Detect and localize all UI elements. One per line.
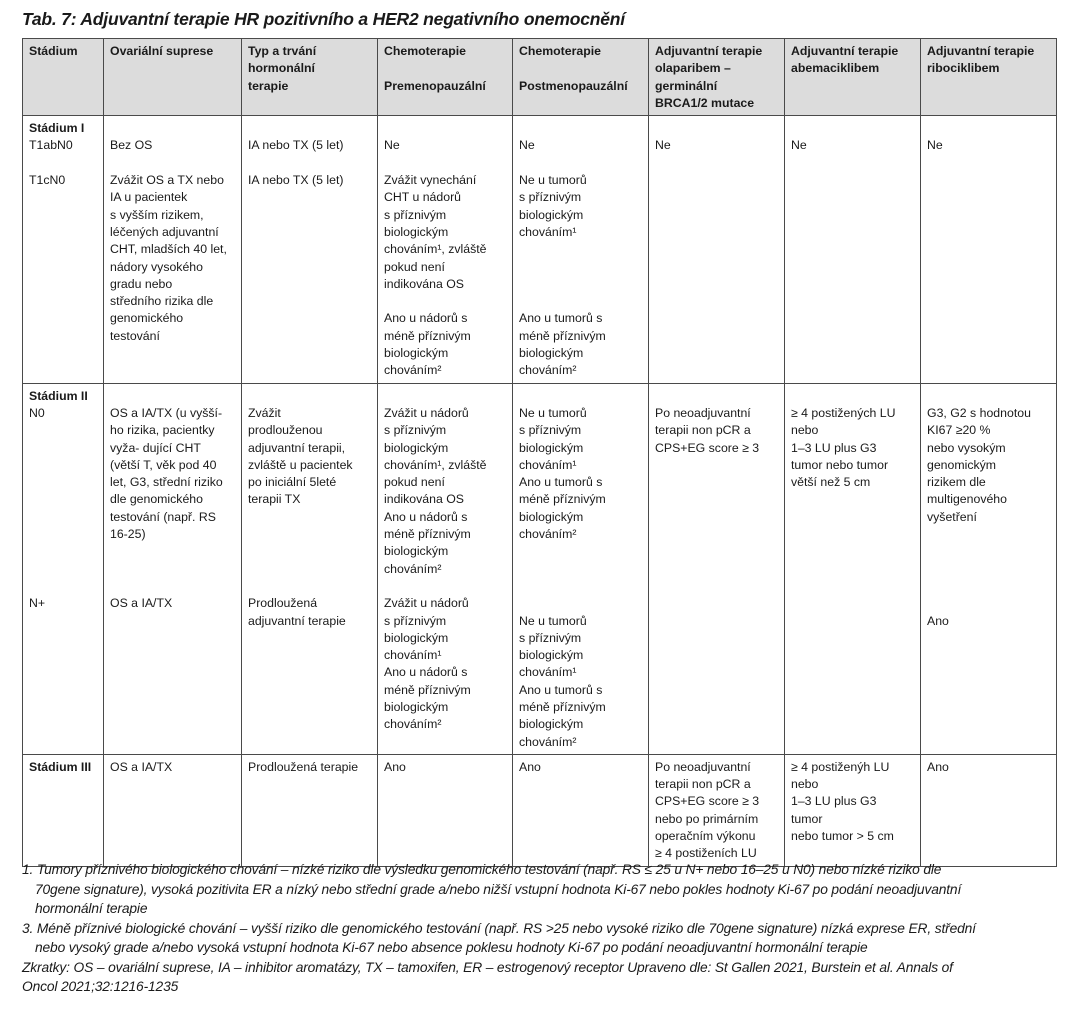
table-cell: Ne Zvážit vynechání CHT u nádorů s příznivým biologickým chováním¹, zvláště pokud není indikována OS Ano u nádorů s méně příznivým biologickým chováním²: [378, 116, 513, 383]
header-chemo-postmenopausal: Chemoterapie Postmenopauzální: [513, 39, 649, 116]
table-cell: Prodloužená terapie: [242, 754, 378, 866]
table-cell: IA nebo TX (5 let) IA nebo TX (5 let): [242, 116, 378, 383]
table-cell: OS a IA/TX: [104, 754, 242, 866]
table-cell: Ano: [513, 754, 649, 866]
header-row: [23, 39, 1057, 116]
header-ovarian-suppression: Ovariální suprese: [104, 39, 242, 116]
table-cell: Ne Ne u tumorů s příznivým biologickým chováním¹ Ano u tumorů s méně příznivým biologickým chováním²: [513, 116, 649, 383]
table-cell: Ne: [649, 116, 785, 383]
table-cell: Po neoadjuvantní terapii non pCR a CPS+EG score ≥ 3: [649, 383, 785, 754]
table-cell: ≥ 4 postiženýh LU nebo 1–3 LU plus G3 tumor nebo tumor > 5 cm: [785, 754, 921, 866]
table-cell: Zvážit prodlouženou adjuvantní terapii, zvláště u pacientek po iniciální 5leté terapii TX Prodloužená adjuvantní terapie: [242, 383, 378, 754]
therapy-table: [22, 38, 1057, 867]
footnote-1: 1. Tumory příznivého biologického chování – nízké riziko dle výsledku genomického testování (např. RS ≤ 25 u N+ nebo 16–25 u N0) nebo nízké riziko dle 70gene signature), vysoká pozitivita ER a nízký nebo střední grade a/nebo nižší vstupní hodnota Ki-67 nebo pokles hodnoty Ki-67 po podání neoadjuvantní hormonální terapie: [22, 862, 962, 916]
stage-label: Stádium II: [29, 388, 88, 403]
abbreviations-note: Zkratky: OS – ovariální suprese, IA – inhibitor aromatázy, TX – tamoxifen, ER – estrogenový receptor Upraveno dle: St Gallen 2021, Burstein et al. Annals of Oncol 2021;32:1216-1235: [22, 959, 953, 994]
stage-cell: [23, 383, 104, 754]
footnote-3: 3. Méně příznivé biologické chování – vyšší riziko dle genomického testování (např. RS >25 nebo vysoké riziko dle 70gene signature) nízká exprese ER, střední nebo vysoký grade a/nebo vysoká vstupní hodnota Ki-67 nebo absence poklesu hodnoty Ki-67 po podání neoadjuvantní hormonální terapie: [22, 920, 976, 955]
table-row: [23, 754, 1057, 866]
header-stage: Stádium: [23, 39, 104, 116]
table-cell: Bez OS Zvážit OS a TX nebo IA u pacientek s vyšším rizikem, léčených adjuvantní CHT, mladších 40 let, nádory vysokého gradu nebo středního rizika dle genomického testování: [104, 116, 242, 383]
table-cell: Ne: [785, 116, 921, 383]
stage-sublabels: T1abN0 T1cN0: [29, 138, 73, 188]
stage-cell: [23, 754, 104, 866]
footnotes: [22, 860, 976, 997]
header-hormonal-therapy: Typ a trvání hormonální terapie: [242, 39, 378, 116]
table-cell: Zvážit u nádorů s příznivým biologickým chováním¹, zvláště pokud není indikována OS Ano u nádorů s méně příznivým biologickým chováním² Zvážit u nádorů s příznivým biologickým chováním¹ Ano u nádorů s méně příznivým biologickým chováním²: [378, 383, 513, 754]
table-cell: Po neoadjuvantní terapii non pCR a CPS+EG score ≥ 3 nebo po primárním operačním výkonu ≥ 4 postiženích LU: [649, 754, 785, 866]
table-cell: Ne u tumorů s příznivým biologickým chováním¹ Ano u tumorů s méně příznivým biologickým chováním² Ne u tumorů s příznivým biologickým chováním¹ Ano u tumorů s méně příznivým biologickým chováním²: [513, 383, 649, 754]
stage-label: Stádium I: [29, 121, 85, 136]
table-row: [23, 383, 1057, 754]
stage-sublabels: N0 N+: [29, 405, 46, 611]
table-cell: OS a IA/TX (u vyšší- ho rizika, pacientky vyža- dující CHT (větší T, věk pod 40 let, G3, střední riziko dle genomického testování (např. RS 16-25) OS a IA/TX: [104, 383, 242, 754]
header-olaparib: Adjuvantní terapie olaparibem – germinální BRCA1/2 mutace: [649, 39, 785, 116]
table-cell: ≥ 4 postižených LU nebo 1–3 LU plus G3 tumor nebo tumor větší než 5 cm: [785, 383, 921, 754]
header-ribociclib: Adjuvantní terapie ribociklibem: [921, 39, 1057, 116]
header-abemaciclib: Adjuvantní terapie abemaciklibem: [785, 39, 921, 116]
table-row: [23, 116, 1057, 383]
header-chemo-premenopausal: Chemoterapie Premenopauzální: [378, 39, 513, 116]
table-cell: Ano: [921, 754, 1057, 866]
table-title: Tab. 7: Adjuvantní terapie HR pozitivního a HER2 negativního onemocnění: [22, 9, 625, 29]
table-cell: G3, G2 s hodnotou KI67 ≥20 % nebo vysokým genomickým rizikem dle multigenového vyšetření Ano: [921, 383, 1057, 754]
table-cell: Ano: [378, 754, 513, 866]
stage-label: Stádium III: [29, 759, 92, 774]
stage-cell: [23, 116, 104, 383]
table-cell: Ne: [921, 116, 1057, 383]
